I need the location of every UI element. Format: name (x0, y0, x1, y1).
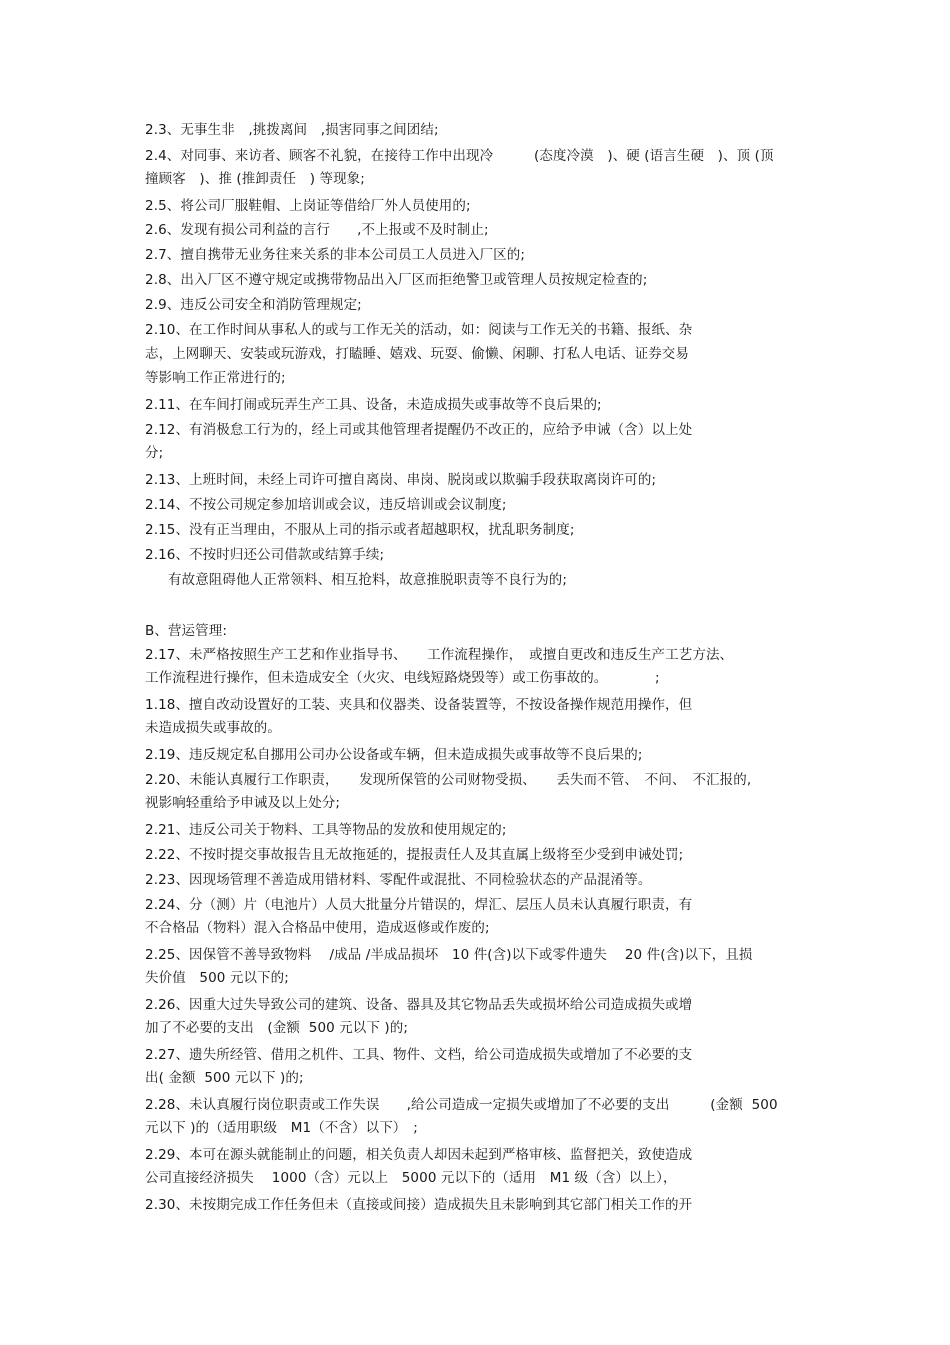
text-line-2-26-cont: 加了不必要的支出 (金额 500 元以下 )的; (145, 1020, 409, 1036)
text-line-2-8: 2.8、出入厂区不遵守规定或携带物品出入厂区而拒绝警卫或管理人员按规定检查的; (145, 272, 648, 288)
section-heading-operations: B、营运管理: (145, 623, 228, 639)
text-line-2-4-cont: 撞顾客 )、推 (推卸责任 ) 等现象; (145, 171, 365, 187)
text-line-2-15: 2.15、没有正当理由，不服从上司的指示或者超越职权，扰乱职务制度; (145, 522, 575, 538)
text-line-2-17-cont: 工作流程进行操作，但未造成安全（火灾、电线短路烧毁等）或工伤事故的。 ; (145, 670, 660, 686)
text-line-2-7: 2.7、擅自携带无业务往来关系的非本公司员工人员进入厂区的; (145, 247, 526, 263)
text-line-2-20: 2.20、未能认真履行工作职责， 发现所保管的公司财物受损、 丢失而不管、 不问、 不汇报的, (145, 772, 752, 788)
text-line-2-9: 2.9、违反公司安全和消防管理规定; (145, 297, 362, 313)
text-line-2-22: 2.22、不按时提交事故报告且无故拖延的，提报责任人及其直属上级将至少受到申诫处罚; (145, 847, 684, 863)
text-line-2-16-cont: 有故意阻碍他人正常领料、相互抢料，故意推脱职责等不良行为的; (168, 572, 568, 588)
text-line-2-28: 2.28、未认真履行岗位职责或工作失误 ,给公司造成一定损失或增加了不必要的支出 (金额 500 (145, 1097, 778, 1113)
text-line-2-21: 2.21、违反公司关于物料、工具等物品的发放和使用规定的; (145, 822, 507, 838)
text-line-2-20-cont: 视影响轻重给予申诫及以上处分; (145, 795, 341, 811)
text-line-2-29-cont: 公司直接经济损失 1000（含）元以上 5000 元以下的（适用 M1 级（含）以上）， (145, 1170, 677, 1186)
text-line-2-24: 2.24、分（测）片（电池片）人员大批量分片错误的，焊汇、层压人员未认真履行职责，有 (145, 897, 693, 913)
text-line-2-6: 2.6、发现有损公司利益的言行 ,不上报或不及时制止; (145, 222, 489, 238)
text-line-2-12-cont: 分; (145, 445, 164, 461)
text-line-2-27-cont: 出( 金额 500 元以下 )的; (145, 1070, 304, 1086)
text-line-2-11: 2.11、在车间打闹或玩弄生产工具、设备，未造成损失或事故等不良后果的; (145, 397, 602, 413)
text-line-2-28-cont: 元以下 )的（适用职级 M1（不含）以下） ; (145, 1120, 418, 1136)
text-line-2-3: 2.3、无事生非 ,挑拨离间 ,损害同事之间团结; (145, 122, 439, 138)
text-line-2-12: 2.12、有消极怠工行为的，经上司或其他管理者提醒仍不改正的，应给予申诫（含）以上处 (145, 422, 693, 438)
text-line-2-25: 2.25、因保管不善导致物料 /成品 /半成品损坏 10 件(含)以下或零件遗失 20 件(含)以下，且损 (145, 947, 753, 963)
text-line-2-29: 2.29、本可在源头就能制止的问题，相关负责人却因未起到严格审核、监督把关，致使造成 (145, 1147, 693, 1163)
text-line-2-23: 2.23、因现场管理不善造成用错材料、零配件或混批、不同检验状态的产品混淆等。 (145, 872, 652, 888)
text-line-2-13: 2.13、上班时间，未经上司许可擅自离岗、串岗、脱岗或以欺骗手段获取离岗许可的; (145, 472, 657, 488)
text-line-1-18: 1.18、擅自改动设置好的工装、夹具和仪器类、设备装置等，不按设备操作规范用操作，但 (145, 697, 693, 713)
text-line-2-14: 2.14、不按公司规定参加培训或会议，违反培训或会议制度; (145, 497, 507, 513)
text-line-2-30: 2.30、未按期完成工作任务但未（直接或间接）造成损失且未影响到其它部门相关工作的开 (145, 1197, 693, 1213)
text-line-2-10: 2.10、在工作时间从事私人的或与工作无关的活动，如：阅读与工作无关的书籍、报纸、杂 (145, 322, 693, 338)
text-line-2-27: 2.27、遗失所经管、借用之机件、工具、物件、文档，给公司造成损失或增加了不必要的支 (145, 1047, 693, 1063)
text-line-1-18-cont: 未造成损失或事故的。 (145, 720, 281, 736)
text-line-2-10-cont1: 志，上网聊天、安装或玩游戏，打瞌睡、嬉戏、玩耍、偷懒、闲聊、打私人电话、证券交易 (145, 346, 689, 362)
text-line-2-24-cont: 不合格品（物料）混入合格品中使用，造成返修或作废的; (145, 920, 490, 936)
text-line-2-4: 2.4、对同事、来访者、顾客不礼貌，在接待工作中出现冷 (态度冷漠 )、硬 (语言生硬 )、顶 (顶 (145, 148, 774, 164)
text-line-2-5: 2.5、将公司厂服鞋帽、上岗证等借给厂外人员使用的; (145, 198, 471, 214)
text-line-2-25-cont: 失价值 500 元以下的; (145, 970, 289, 986)
text-line-2-16: 2.16、不按时归还公司借款或结算手续; (145, 547, 385, 563)
text-line-2-10-cont2: 等影响工作正常进行的; (145, 370, 286, 386)
text-line-2-26: 2.26、因重大过失导致公司的建筑、设备、器具及其它物品丢失或损坏给公司造成损失或增 (145, 997, 693, 1013)
text-line-2-17: 2.17、未严格按照生产工艺和作业指导书、 工作流程操作， 或擅自更改和违反生产工艺方法、 (145, 647, 734, 663)
text-line-2-19: 2.19、违反规定私自挪用公司办公设备或车辆，但未造成损失或事故等不良后果的; (145, 747, 643, 763)
